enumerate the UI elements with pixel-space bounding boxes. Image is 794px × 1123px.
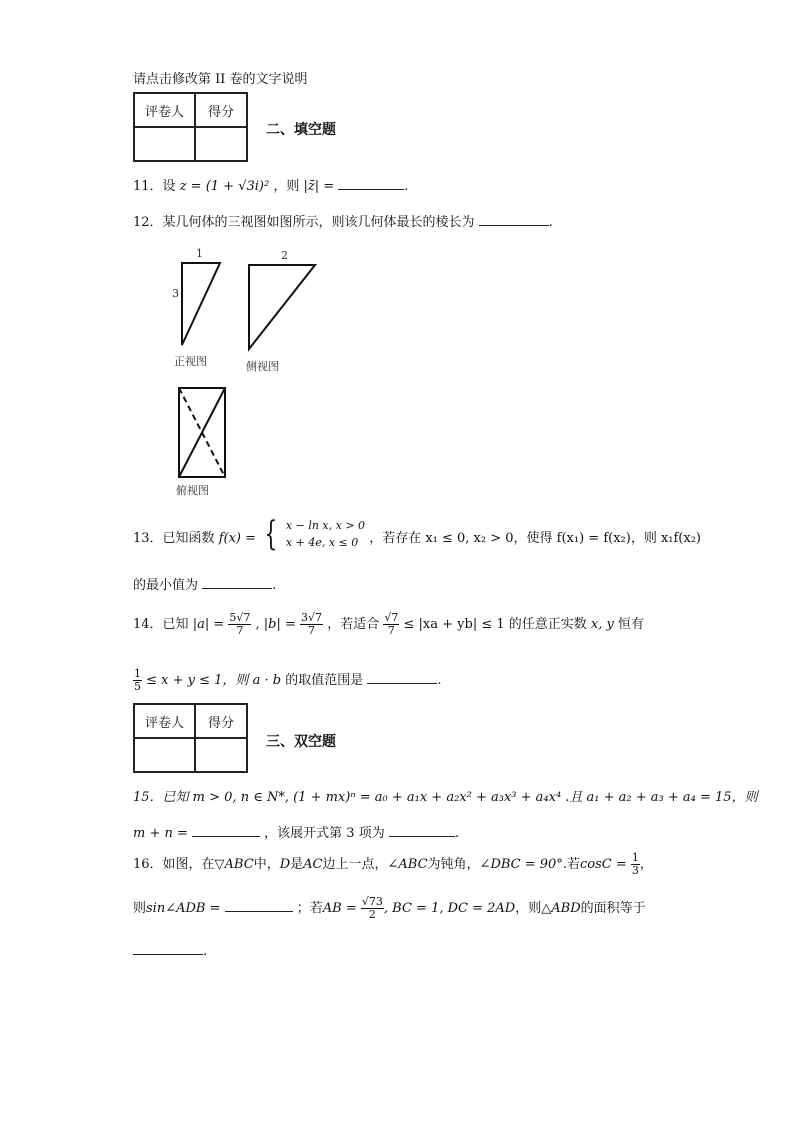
- score-table-score-label: 得分: [195, 93, 247, 127]
- q16-cos-fraction: [631, 852, 640, 877]
- q11-prefix: 11．设: [133, 179, 176, 194]
- q16-ab-den: 2: [368, 908, 376, 921]
- score-table-1: [133, 92, 248, 162]
- score-table-2-grader-cell[interactable]: [134, 738, 195, 772]
- q14-prefix: 14．已知: [133, 617, 189, 632]
- q13-brace: {: [264, 514, 278, 554]
- q14-l2-tail: 的取值范围是: [285, 673, 364, 688]
- q16-angle-dbc: ∠DBC = 90°: [479, 857, 563, 872]
- q14-b-den: 7: [308, 624, 316, 637]
- question-13: [133, 514, 701, 555]
- q15-line2-a: m + n =: [133, 826, 188, 841]
- q16-suffix: .: [203, 944, 208, 959]
- q12-suffix: .: [548, 215, 553, 230]
- q14-l2-den: 5: [134, 680, 141, 693]
- three-view-figure: [160, 245, 340, 505]
- q16-line1-b: 中，: [253, 857, 280, 872]
- q16-triangle: ▽ABC: [214, 857, 254, 872]
- q11-answer-blank[interactable]: [338, 177, 404, 190]
- question-13-line-2: [133, 574, 276, 593]
- question-11: [133, 175, 408, 194]
- q14-c-den: 7: [387, 624, 395, 637]
- question-15-line-2: [133, 822, 459, 841]
- q16-line2-d: 的面积等于: [580, 901, 646, 916]
- q11-expression: z = (1 + √3i)²: [179, 179, 270, 194]
- q13-case-1: x − ln x, x > 0: [285, 519, 366, 532]
- q13-answer-blank[interactable]: [202, 576, 272, 589]
- side-view-triangle: [249, 265, 315, 349]
- q16-cos-num: 1: [631, 851, 639, 864]
- question-14: [133, 612, 644, 637]
- q15-line1: 15．已知 m > 0, n ∈ N*, (1 + mx)ⁿ = a₀ + a₁x + a₂x² + a₃x³ + a₄x⁴ .且 a₁ + a₂ + a₃ + a₄ = 15，则: [133, 790, 758, 805]
- q16-line1-f: .若: [562, 857, 580, 872]
- q16-side-ac: AC: [303, 857, 323, 872]
- q16-ab-fraction: [361, 896, 384, 921]
- q14-a-den: 7: [236, 624, 244, 637]
- q14-vars: x, y: [590, 617, 614, 632]
- q16-line2-c: ，则: [515, 901, 542, 916]
- q16-cos-den: 3: [631, 864, 639, 877]
- q14-a-abs: |a| =: [192, 617, 225, 632]
- question-16-line-2: [133, 896, 646, 921]
- q14-c-fraction: [383, 612, 399, 637]
- question-16: [133, 852, 653, 877]
- q14-l2-num: 1: [134, 667, 141, 680]
- q16-line2-b: ；若: [296, 901, 323, 916]
- front-view-side-label: 3: [172, 287, 179, 300]
- q16-line1-a: 16．如图，在: [133, 857, 215, 872]
- q14-l2-fraction: [133, 668, 142, 693]
- front-view-top-label: 1: [196, 247, 203, 260]
- q16-line2-a: 则: [133, 901, 147, 916]
- q16-angle-abc: ∠ABC: [387, 857, 428, 872]
- q16-point-d: D: [279, 857, 291, 872]
- q16-answer-blank-1[interactable]: [225, 899, 293, 912]
- q16-comma: ，: [639, 857, 653, 872]
- q15-line2-b: ，该展开式第 3 项为: [264, 826, 385, 841]
- q15-suffix: .: [454, 826, 459, 841]
- q13-fx: f(x) =: [218, 531, 256, 546]
- section-3-title: 三、双空题: [266, 734, 336, 750]
- q14-l2-dot: a · b: [252, 673, 282, 688]
- q13-suffix: .: [272, 578, 277, 593]
- q13-case-2: x + 4e, x ≤ 0: [285, 536, 359, 549]
- q16-line1-e: 为钝角，: [427, 857, 480, 872]
- front-view-caption: 正视图: [174, 355, 207, 368]
- question-15: [133, 786, 758, 805]
- q11-suffix: .: [404, 179, 409, 194]
- q14-answer-blank[interactable]: [367, 671, 437, 684]
- q14-mid: ，若适合: [327, 617, 380, 632]
- question-16-line-3: [133, 942, 207, 959]
- q14-b-abs: , |b| =: [255, 617, 296, 632]
- q14-a-fraction: [228, 612, 251, 637]
- side-view-caption: 侧视图: [246, 360, 279, 373]
- score-table-grader-cell[interactable]: [134, 127, 195, 161]
- score-table-grader-label: 评卷人: [134, 93, 195, 127]
- q14-suffix: .: [437, 673, 442, 688]
- q16-line1-d: 边上一点，: [322, 857, 388, 872]
- q13-condition: ，若存在 x₁ ≤ 0, x₂ > 0，使得 f(x₁) = f(x₂)，则 x₁f(x₂): [369, 531, 701, 546]
- question-14-line-2: [133, 668, 442, 693]
- q11-mid: ，则: [273, 179, 300, 194]
- q14-b-num: 3√7: [301, 611, 323, 624]
- q16-condition: , BC = 1, DC = 2AD: [383, 901, 516, 916]
- q14-a-num: 5√7: [229, 611, 251, 624]
- score-table-2-grader-label: 评卷人: [134, 704, 195, 738]
- q13-prefix: 13．已知函数: [133, 531, 215, 546]
- score-table-2-score-cell[interactable]: [195, 738, 247, 772]
- three-view-drawing: [160, 245, 340, 505]
- q16-answer-blank-2[interactable]: [133, 942, 203, 955]
- q13-line2: 的最小值为: [133, 578, 199, 593]
- header-note: 请点击修改第 II 卷的文字说明: [133, 72, 308, 87]
- top-view-caption: 俯视图: [176, 484, 209, 497]
- question-12: [133, 211, 553, 230]
- q12-answer-blank[interactable]: [479, 213, 549, 226]
- q14-b-fraction: [300, 612, 323, 637]
- q14-c-num: √7: [384, 611, 399, 624]
- front-view-triangle: [182, 263, 220, 345]
- q16-line1-c: 是: [290, 857, 304, 872]
- q12-text: 12．某几何体的三视图如图所示，则该几何体最长的棱长为: [133, 215, 475, 230]
- q14-tail: 恒有: [618, 617, 645, 632]
- q14-inequality: ≤ |xa + yb| ≤ 1 的任意正实数: [403, 617, 587, 632]
- q14-l2-text: ≤ x + y ≤ 1，则: [146, 673, 249, 688]
- q16-sin: sin∠ADB =: [146, 901, 221, 916]
- q16-triangle-abd: △ABD: [541, 901, 581, 916]
- section-2-title: 二、填空题: [266, 122, 336, 138]
- score-table-2: [133, 703, 248, 773]
- score-table-2-score-label: 得分: [195, 704, 247, 738]
- q15-answer-blank-2[interactable]: [389, 824, 455, 837]
- q15-answer-blank-1[interactable]: [192, 824, 260, 837]
- score-table-score-cell[interactable]: [195, 127, 247, 161]
- side-view-top-label: 2: [281, 249, 288, 262]
- q11-abs-conj: |z̄| =: [303, 179, 335, 194]
- q16-cos: cosC =: [579, 857, 627, 872]
- q13-cases: [286, 517, 365, 551]
- q16-ab: AB =: [322, 901, 357, 916]
- q16-ab-num: √73: [361, 895, 383, 908]
